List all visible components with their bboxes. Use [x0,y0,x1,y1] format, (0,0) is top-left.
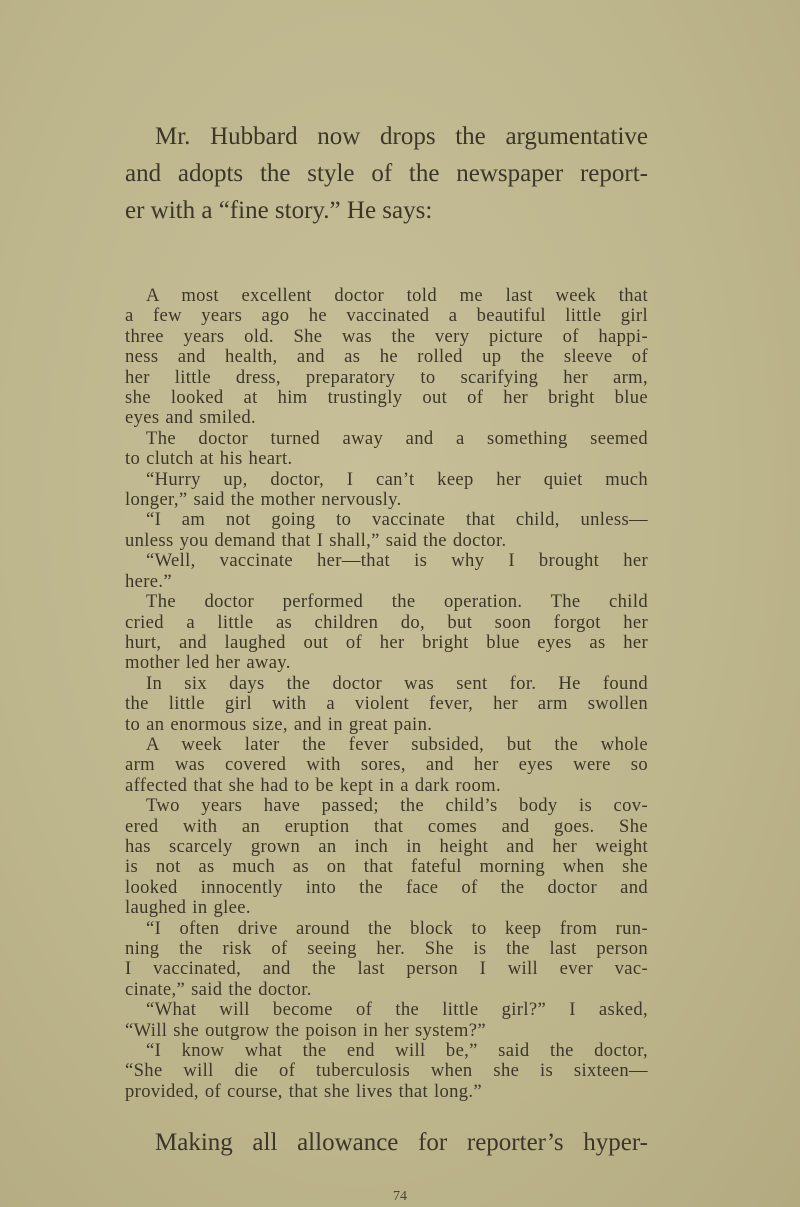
text-line: I vaccinated, and the last person I will ever vac- [125,958,648,980]
text-line: three years old. She was the very picture of happi- [125,325,648,347]
text-line: provided, of course, that she lives that long.” [125,1080,483,1102]
text-line: “I know what the end will be,” said the doctor, [146,1040,648,1062]
text-line: laughed in glee. [125,897,251,919]
text-line: mother led her away. [125,652,291,674]
closing-paragraph [125,1124,648,1161]
text-line: affected that she had to be kept in a dark room. [125,774,501,796]
paragraph [125,429,648,470]
text-line: A most excellent doctor told me last week that [146,285,648,306]
text-line: Making all allowance for reporter’s hyper- [155,1129,648,1156]
intro-paragraph [125,118,648,229]
text-line: The doctor turned away and a something seemed [146,427,648,449]
paragraph [125,592,648,674]
text-line: “Well, vaccinate her—that is why I brought her [146,550,648,572]
text-line: hurt, and laughed out of her bright blue eyes as her [125,631,648,653]
text-line: a few years ago he vaccinated a beautiful little girl [125,305,648,327]
text-line: “What will become of the little girl?” I asked, [146,999,648,1021]
text-line: Mr. Hubbard now drops the argumentative [155,123,648,150]
text-line: has scarcely grown an inch in height and her weight [125,835,648,857]
text-line: “I often drive around the block to keep from run- [146,917,648,939]
text-line: looked innocently into the face of the doctor and [125,876,648,898]
text-line: Two years have passed; the child’s body is cov- [146,795,648,817]
paragraph [125,919,648,1001]
text-line: “I am not going to vaccinate that child, unless— [146,509,648,531]
quoted-story [125,286,648,1102]
paragraph [125,1041,648,1102]
text-line: longer,” said the mother nervously. [125,489,402,511]
paragraph [125,796,648,918]
text-line: she looked at him trustingly out of her bright blue [125,387,648,409]
text-line: arm was covered with sores, and her eyes were so [125,754,648,776]
text-line: ning the risk of seeing her. She is the last person [125,938,648,959]
paragraph [125,286,648,429]
paragraph [125,551,648,592]
paragraph [125,470,648,511]
text-line: eyes and smiled. [125,407,257,429]
page-number: 74 [393,1189,407,1204]
text-line: The doctor performed the operation. The child [146,591,648,613]
text-line: is not as much as on that fateful morning when she [125,856,648,878]
text-line: here.” [125,570,172,592]
text-line: cried a little as children do, but soon forgot her [125,611,648,633]
text-line: “Will she outgrow the poison in her system?” [125,1019,486,1041]
text-line: In six days the doctor was sent for. He found [146,672,648,694]
text-line: “She will die of tuberculosis when she is sixteen— [125,1060,648,1082]
text-line: cinate,” said the doctor. [125,978,312,1000]
paragraph [125,674,648,735]
paragraph [125,1000,648,1041]
text-line: to clutch at his heart. [125,448,293,470]
text-line: er with a “fine story.” He says: [125,197,433,224]
text-line: “Hurry up, doctor, I can’t keep her quiet much [146,468,648,490]
text-line: to an enormous size, and in great pain. [125,713,433,735]
paragraph [125,510,648,551]
text-line: A week later the fever subsided, but the whole [146,733,648,755]
text-line: her little dress, preparatory to scarifying her arm, [125,366,648,388]
text-line: unless you demand that I shall,” said the doctor. [125,529,507,551]
text-line: and adopts the style of the newspaper report- [125,160,648,187]
paragraph [125,735,648,796]
text-line: ness and health, and as he rolled up the sleeve of [125,346,648,368]
text-line: the little girl with a violent fever, her arm swollen [125,693,648,715]
text-line: ered with an eruption that comes and goes. She [125,815,648,837]
